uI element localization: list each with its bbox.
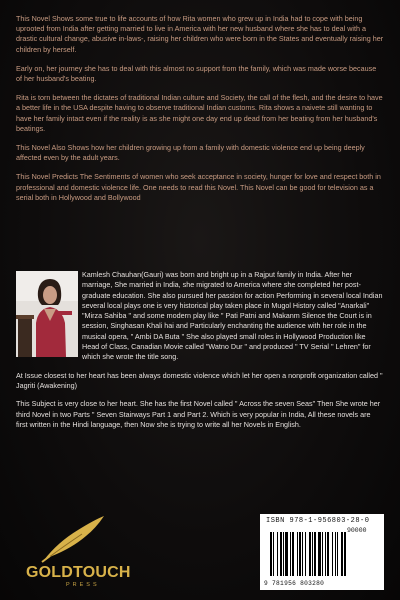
synopsis <box>16 14 384 212</box>
barcode-bar <box>318 532 321 576</box>
barcode-bar <box>335 532 336 576</box>
barcode-bar <box>297 532 298 576</box>
barcode-bar <box>322 532 323 576</box>
barcode-bar <box>285 532 288 576</box>
barcode-bar <box>302 532 303 576</box>
synopsis-paragraph: This Novel Shows some true to life accounts of how Rita women who grew up in India had to cope with being uprooted from India after getting married to live in America with her new husband where she has to deal with a drastic cultural change, abusive in-laws-, raising her children who were born in the States and eventually raising her children by herself. <box>16 14 384 54</box>
barcode-bar <box>299 532 301 576</box>
barcode-bar <box>273 532 274 576</box>
feather-icon <box>38 512 108 564</box>
publisher-name: GOLDTOUCH <box>26 564 131 581</box>
publisher-logo <box>18 512 131 590</box>
photo-spacer <box>16 270 82 358</box>
barcode-bars <box>268 526 376 578</box>
barcode-bar <box>309 532 311 576</box>
isbn-text: ISBN 978-1-956803-28-0 <box>266 517 370 525</box>
barcode-digits: 9 781956 803280 <box>264 580 325 587</box>
barcode-bar <box>344 532 346 576</box>
barcode-bar <box>341 532 343 576</box>
author-bio <box>16 270 384 438</box>
barcode-bar <box>314 532 316 576</box>
bio-paragraph: This Subject is very close to her heart. She has the first Novel called " Across the seven Seas" Then She wrote her third Novel in two Parts " Seven Stairways Part 1 and Part 2. Which is very popular in India, All these novels are first written in the Hindi language, then Now she is trying to write all her Novels in English. <box>16 399 381 429</box>
barcode-bar <box>290 532 291 576</box>
isbn-barcode <box>260 514 384 590</box>
barcode-bar <box>325 532 326 576</box>
barcode-bar <box>337 532 338 576</box>
synopsis-paragraph: Rita is torn between the dictates of traditional Indian culture and Society, the call of the flesh, and the desire to have a better life in the USA despite having to observe traditional Indian customs. Rita shows a naivete still wanting to have her family intact even if the reality is as she might one day end up dead from her beating from her husband's beatings. <box>16 93 383 133</box>
barcode-bar <box>270 532 272 576</box>
publisher-sub: PRESS <box>66 582 100 588</box>
barcode-bar <box>280 532 282 576</box>
synopsis-paragraph: Early on, her journey she has to deal with this almost no support from the family, which was made worse because of her husband's beating. <box>16 63 377 84</box>
synopsis-paragraph: This Novel Also Shows how her children growing up from a family with domestic violence end up being deeply affected even by the adult years. <box>16 143 365 163</box>
bio-paragraph: At Issue closest to her heart has been always domestic violence which let her open a nonprofit organization called " Jagriti (Awakening) <box>16 370 383 390</box>
synopsis-paragraph: This Novel Predicts The Sentiments of women who seek acceptance in society, hunger for love and respect both in professional and domestic violence life. One needs to read this Novel. This Novel can be good for television as a serial both in Hollywood and Bollywood <box>16 172 381 202</box>
barcode-bar <box>283 532 284 576</box>
barcode-bar <box>332 532 333 576</box>
barcode-bar <box>277 532 278 576</box>
barcode-bar <box>292 532 294 576</box>
barcode-bar <box>327 532 329 576</box>
barcode-bar <box>305 532 306 576</box>
bio-paragraph: Kamlesh Chauhan(Gauri) was born and bright up in a Rajput family in India. After her marriage, She married in India, she migrated to America where she completed her post-graduate education. She also pursued her passion for action Performing in several local Indian several local plays one is very historical play taken place in Mugol History called "Anarkali" "Mirza Sahiba " and some modern play like " Pati Patni and Makanm Silence the Court is in session, Singhasan Khali hai and Particularly enchanting the audience with her role in the musical opera, " Ambi DA Buta " She also played small roles in Hollywood Production like Head of Class, Canadian Movie called "Watno Dur " and produced " TV Serial " Lehren" for which she wrote the title song. <box>82 270 383 362</box>
barcode-bar <box>312 532 313 576</box>
price-code: 90000 <box>347 527 367 534</box>
